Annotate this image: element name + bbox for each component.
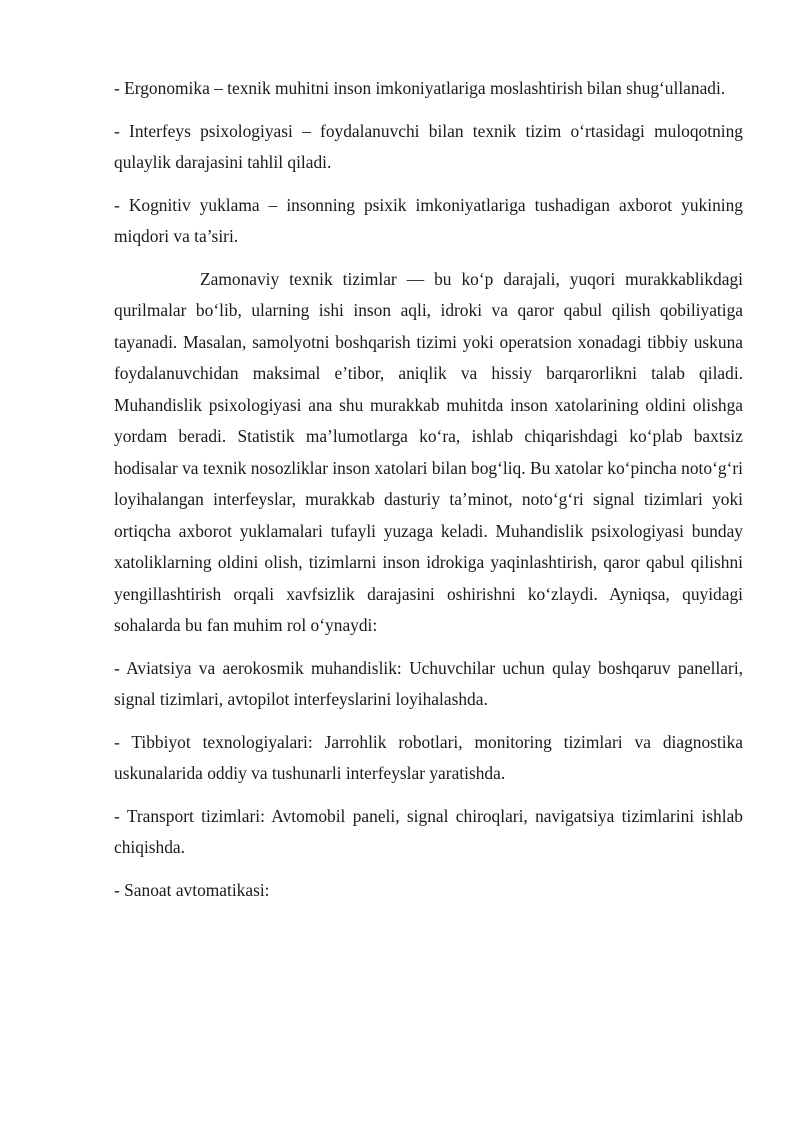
list-item-tibbiyot: - Tibbiyot texnologiyalari: Jarrohlik robotlari, monitoring tizimlari va diagnostika uskunalarida oddiy va tushunarli interfeyslar yaratishda. bbox=[114, 731, 743, 783]
list-item-aviatsiya: - Aviatsiya va aerokosmik muhandislik: Uchuvchilar uchun qulay boshqaruv panellari, signal tizimlari, avtopilot interfeyslarini loyihalashda. bbox=[114, 657, 743, 709]
list-item-transport: - Transport tizimlari: Avtomobil paneli, signal chiroqlari, navigatsiya tizimlarini ishlab chiqishda. bbox=[114, 805, 743, 857]
main-paragraph: Zamonaviy texnik tizimlar — bu ko‘p darajali, yuqori murakkablikdagi qurilmalar bo‘lib, ularning ishi inson aqli, idroki va qaror qabul qilish qobiliyatiga tayanadi. Masalan, samolyotni boshqarish tizimi yoki operatsion xonadagi tibbiy uskuna foydalanuvchidan maksimal e’tibor, aniqlik va hissiy barqarorlikni talab qiladi. Muhandislik psixologiyasi ana shu murakkab muhitda inson xatolarining oldini olishga yordam beradi. Statistik ma’lumotlarga ko‘ra, ishlab chiqarishdagi ko‘plab baxtsiz hodisalar va texnik nosozliklar inson xatolari bilan bog‘liq. Bu xatolar ko‘pincha noto‘g‘ri loyihalangan interfeyslar, murakkab dasturiy ta’minot, noto‘g‘ri signal tizimlari yoki ortiqcha axborot yuklamalari tufayli yuzaga keladi. Muhandislik psixologiyasi bunday xatoliklarning oldini olish, tizimlarni inson idrokiga yaqinlashtirish, qaror qabul qilishni yengillashtirish orqali xavfsizlik darajasini oshirishni ko‘zlaydi. Ayniqsa, quyidagi sohalarda bu fan muhim rol o‘ynaydi: bbox=[114, 268, 743, 635]
definition-ergonomika: - Ergonomika – texnik muhitni inson imkoniyatlariga moslashtirish bilan shug‘ullanadi. bbox=[114, 78, 726, 98]
definition-interfeys-psixologiyasi: - Interfeys psixologiyasi – foydalanuvchi bilan texnik tizim o‘rtasidagi muloqotning qulaylik darajasini tahlil qiladi. bbox=[114, 120, 743, 172]
definition-kognitiv-yuklama: - Kognitiv yuklama – insonning psixik imkoniyatlariga tushadigan axborot yukining miqdori va ta’siri. bbox=[114, 194, 743, 246]
list-item-sanoat: - Sanoat avtomatikasi: bbox=[114, 879, 270, 900]
